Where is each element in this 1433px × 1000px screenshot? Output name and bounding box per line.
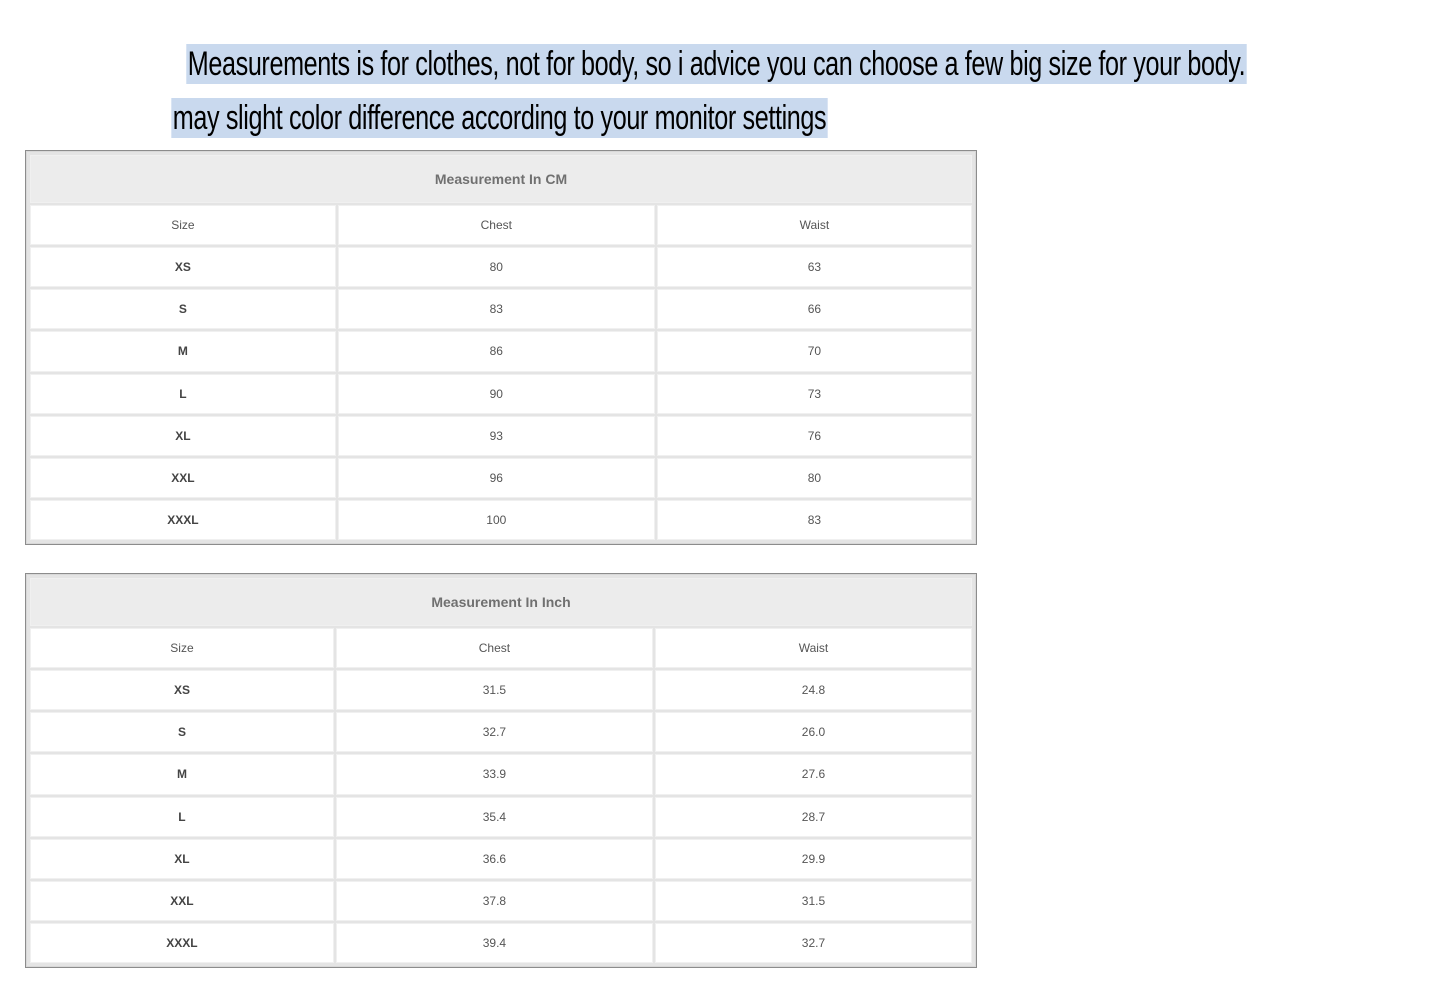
- table-row: [30, 416, 972, 456]
- column-header-size: Size: [30, 628, 334, 668]
- size-cell: XL: [30, 416, 336, 456]
- waist-cell: 80: [657, 458, 972, 498]
- notice-line-2: [0, 98, 1000, 138]
- waist-cell: 70: [657, 331, 972, 371]
- chest-cell: 39.4: [336, 923, 653, 963]
- chest-cell: 100: [338, 500, 655, 540]
- chest-cell: 86: [338, 331, 655, 371]
- size-cell: L: [30, 374, 336, 414]
- size-cell: XXXL: [30, 500, 336, 540]
- table-row: [30, 754, 972, 794]
- column-header-chest: Chest: [338, 205, 655, 245]
- table-row: [30, 797, 972, 837]
- chest-cell: 31.5: [336, 670, 653, 710]
- table-row: [30, 458, 972, 498]
- waist-cell: 27.6: [655, 754, 972, 794]
- table-row: [30, 247, 972, 287]
- table-title: Measurement In Inch: [30, 578, 972, 626]
- table-row: [30, 289, 972, 329]
- table-row: [30, 374, 972, 414]
- chest-cell: 93: [338, 416, 655, 456]
- table-row: [30, 670, 972, 710]
- waist-cell: 66: [657, 289, 972, 329]
- size-cell: M: [30, 331, 336, 371]
- chest-cell: 36.6: [336, 839, 653, 879]
- size-cell: XL: [30, 839, 334, 879]
- size-cell: XXXL: [30, 923, 334, 963]
- chest-cell: 33.9: [336, 754, 653, 794]
- waist-cell: 31.5: [655, 881, 972, 921]
- chest-cell: 80: [338, 247, 655, 287]
- size-cell: XS: [30, 247, 336, 287]
- chest-cell: 96: [338, 458, 655, 498]
- waist-cell: 28.7: [655, 797, 972, 837]
- table-title: Measurement In CM: [30, 155, 972, 203]
- size-table-inch: [25, 573, 977, 968]
- waist-cell: 76: [657, 416, 972, 456]
- column-header-chest: Chest: [336, 628, 653, 668]
- size-cell: XXL: [30, 458, 336, 498]
- size-cell: M: [30, 754, 334, 794]
- waist-cell: 26.0: [655, 712, 972, 752]
- size-cell: XXL: [30, 881, 334, 921]
- size-cell: S: [30, 712, 334, 752]
- column-header-waist: Waist: [657, 205, 972, 245]
- notice-line-1: [0, 44, 1246, 84]
- waist-cell: 29.9: [655, 839, 972, 879]
- chest-cell: 35.4: [336, 797, 653, 837]
- column-header-size: Size: [30, 205, 336, 245]
- table-row: [30, 712, 972, 752]
- size-cell: XS: [30, 670, 334, 710]
- size-cell: L: [30, 797, 334, 837]
- waist-cell: 32.7: [655, 923, 972, 963]
- size-cell: S: [30, 289, 336, 329]
- waist-cell: 24.8: [655, 670, 972, 710]
- table-row: [30, 881, 972, 921]
- waist-cell: 73: [657, 374, 972, 414]
- notice-text-1: Measurements is for clothes, not for body, so i advice you can choose a few big size for your body.: [187, 45, 1246, 83]
- waist-cell: 63: [657, 247, 972, 287]
- table-row: [30, 923, 972, 963]
- column-header-waist: Waist: [655, 628, 972, 668]
- size-table-cm: [25, 150, 977, 545]
- notice-text-2: may slight color difference according to your monitor settings: [173, 99, 827, 137]
- table-row: [30, 331, 972, 371]
- chest-cell: 37.8: [336, 881, 653, 921]
- chest-cell: 83: [338, 289, 655, 329]
- table-row: [30, 500, 972, 540]
- chest-cell: 90: [338, 374, 655, 414]
- waist-cell: 83: [657, 500, 972, 540]
- chest-cell: 32.7: [336, 712, 653, 752]
- table-row: [30, 839, 972, 879]
